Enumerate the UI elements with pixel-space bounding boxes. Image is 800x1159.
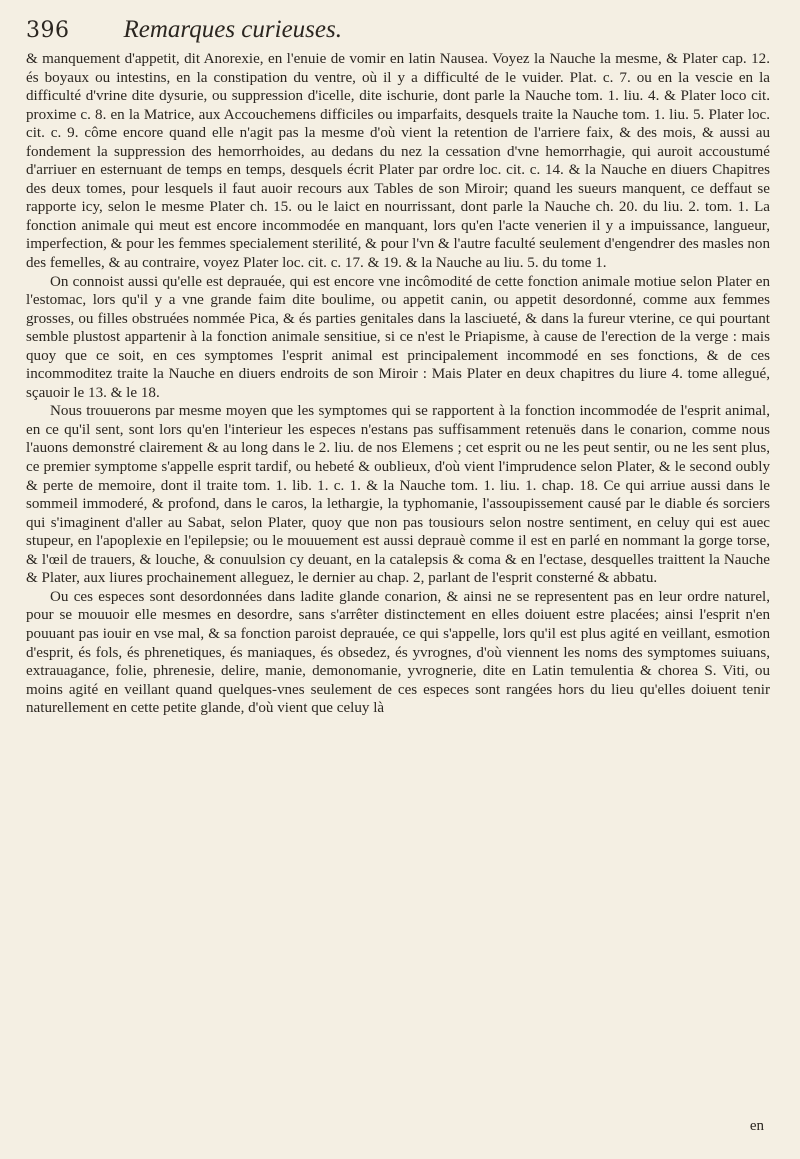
body-text <box>26 50 770 718</box>
paragraph: On connoist aussi qu'elle est deprauée, qui est encore vne incômodité de cette fonction animale motiue selon Plater en l'estomac, lors qu'il y a vne grande faim dite boulime, ou appetit canin, ou appetit desordonné, comme aux femmes grosses, ou filles obstruées nommée Pica, & és parties genitales dans la lasciueté, & dans la fureur vterine, ce qui pourtant semble plustost appartenir à la fonction animale sensitiue, si ce n'est le Priapisme, à cause de l'erection de la verge : mais quoy que ce soit, en ces symptomes l'esprit animal est principalement incommodé en ses fonctions, & de ces incommoditez traite la Nauche en diuers endroits de son Miroir : Mais Plater en deux chapitres du liure 4. tome allegué, sçauoir le 13. & le 18. <box>26 273 770 401</box>
paragraph: Nous trouuerons par mesme moyen que les symptomes qui se rapportent à la fonction incommodée de l'esprit animal, en ce qu'il sent, sont lors qu'en l'interieur les especes n'estans pas suffisamment retenuës dans le conarion, comme nous l'auons demonstré clairement & au long dans le 2. liu. de nos Elemens ; cet esprit ou ne les peut sentir, ou ne les sent plus, ce premier symptome s'appelle esprit tardif, ou hebeté & oublieux, d'où vient l'imprudence selon Plater, & le second oubly & perte de memoire, dont il traite tom. 1. lib. 1. c. 1. & la Nauche tom. 1. liu. 1. chap. 18. Ce qui arriue aussi dans le sommeil immoderé, & profond, dans le caros, la lethargie, la typhomanie, l'assoupissement causé par le diable és sorciers qui s'imaginent d'aller au Sabat, selon Plater, quoy que non pas tousiours selon nostre sentiment, en celuy qui est auec stupeur, en l'apoplexie en l'epilepsie; ou le mouuement est aussi deprauè comme il est en parlé en nommant la gorge torse, & l'œil de trauers, & louche, & conuulsion cy deuant, en la catalepsis & coma & en l'ectase, desquelles traittent la Nauche & Plater, aux liures prochainement alleguez, le dernier au chap. 2, parlant de l'esprit consterné & abbatu. <box>26 403 770 587</box>
page-number: 396 <box>26 18 70 43</box>
page-header <box>26 16 770 50</box>
running-title: Remarques curieuses. <box>123 16 342 43</box>
catchword: en <box>749 1118 764 1134</box>
paragraph: Ou ces especes sont desordonnées dans ladite glande conarion, & ainsi ne se representent pas en leur ordre naturel, pour se mouuoir elle mesmes en desordre, sans s'arrêter distinctement en elles doiuent estre placées; ainsi l'esprit n'en pouuant pas iouir en vse mal, & sa fonction paroist deprauée, ce qui s'appelle, lors qu'il est plus agité en veillant, esmotion d'esprit, és fols, és phrenetiques, és maniaques, és obsedez, és yvrognes, d'où viennent les noms des symptomes suiuans, extrauagance, folie, phrenesie, delire, manie, demonomanie, yvrognerie, dite en Latin temulentia & chorea S. Viti, ou moins agité en veillant quand quelques-vnes seulement de ces especes sont rangées hors du lieu qu'elles doiuent tenir naturellement en cette petite glande, d'où vient que celuy là <box>26 588 770 717</box>
paragraph: & manquement d'appetit, dit Anorexie, en l'enuie de vomir en latin Nausea. Voyez la Nauche la mesme, & Plater cap. 12. és boyaux ou intestins, en la constipation du ventre, où il y a difficulté de le vuider. Plat. c. 7. ou en la vescie en la difficulté d'vrine dite dysurie, ou suppression d'icelle, dite ischurie, dont parle la Nauche tom. 1. liu. 4. & Plater loco cit. proxime c. 8. en la Matrice, aux Accouchemens difficiles ou imparfaits, desquels traite la Nauche tom. 1. liu. 5. Plater loc. cit. c. 9. côme encore quand elle n'agit pas la mesme d'où vient la retention de l'arriere faix, & des mois, & aussi au fondement la suppression des hemorrhoides, au dedans du nez la cessation d'vne hemorrhagie, qui auroit accoustumé d'arriuer en esternuant de temps en temps, desquels écrit Plater par ordre loc. cit. c. 14. & la Nauche en diuers Chapitres des deux tomes, pour lesquels il faut auoir recours aux Tables de son Miroir; quand les sueurs manquent, ce deffaut se rapporte icy, selon le mesme Plater ch. 15. ou le laict en nourrissant, dont parle la Nauche ch. 20. du liu. 2. tom. 1. La fonction animale qui meut est encore incommodée en manquant, lors qu'en l'acte venerien il y a impuissance, langueur, imperfection, & pour les femmes specialement sterilité, & pour l'vn & l'autre faculté seulement d'engendrer des masles non des femelles, & au contraire, voyez Plater loc. cit. c. 17. & 19. & la Nauche au liu. 5. du tome 1. <box>26 51 770 272</box>
